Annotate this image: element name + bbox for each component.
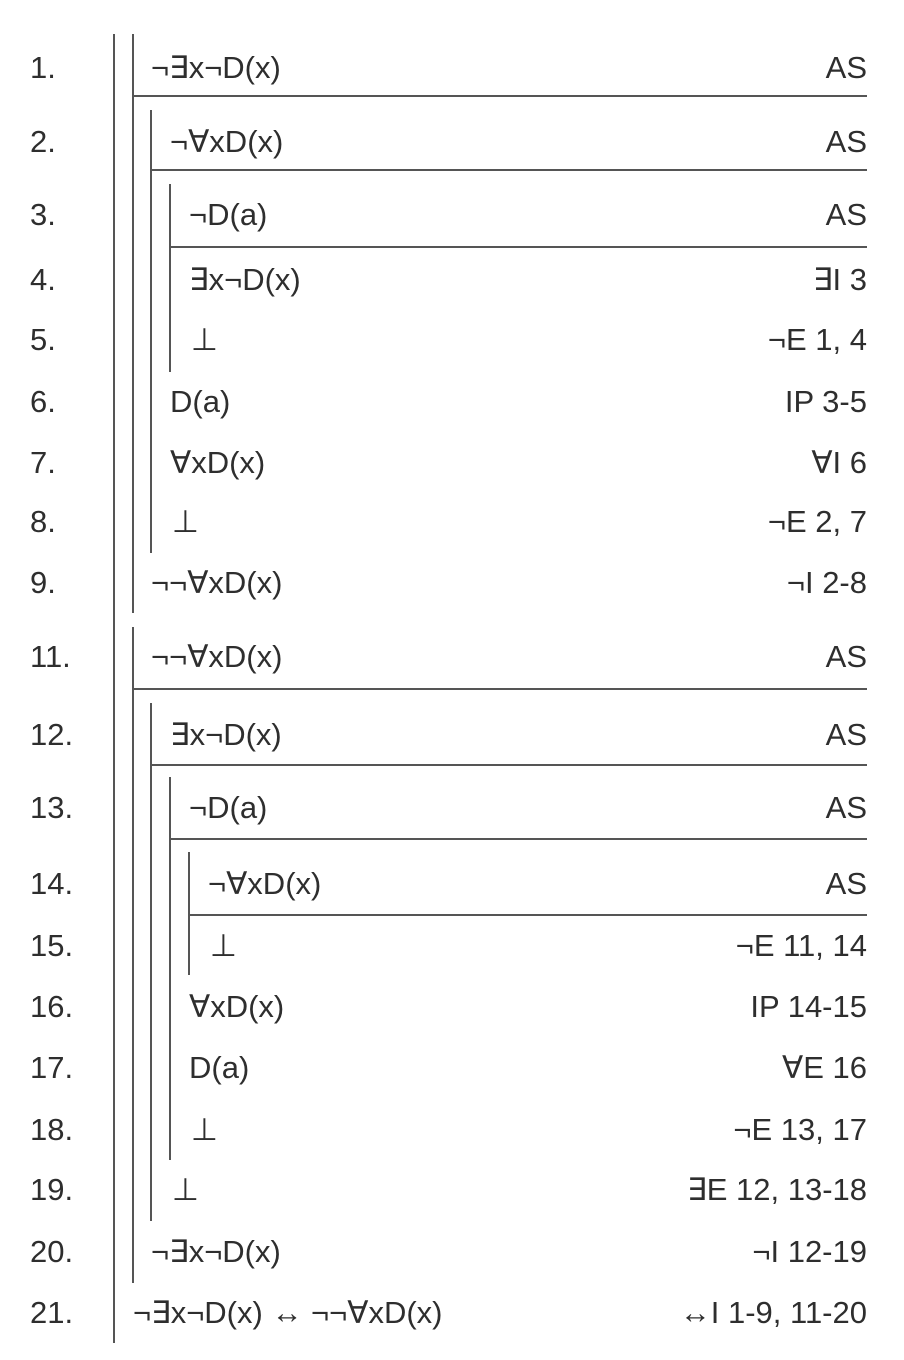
formula: ∀xD(x) [189, 989, 285, 1024]
subproof-bar-2-8 [150, 110, 152, 553]
justification: ¬I 12-19 [752, 1234, 867, 1269]
line-number: 11. [30, 639, 71, 674]
line-number: 13. [30, 790, 74, 825]
line-number: 9. [30, 565, 56, 600]
assumption-rule-12 [151, 764, 867, 766]
justification: IP 3-5 [784, 384, 867, 419]
line-number: 1. [30, 50, 56, 85]
formula: ¬¬∀xD(x) [151, 565, 283, 600]
subproof-bar-13-18 [169, 777, 171, 1160]
formula: ¬¬∀xD(x) [151, 639, 283, 674]
formula: ⊥ [172, 1172, 200, 1207]
line-number: 15. [30, 928, 74, 963]
line-number: 17. [30, 1050, 74, 1085]
assumption-rule-3 [170, 246, 867, 248]
formula: ¬D(a) [189, 197, 268, 232]
formula: ¬∃x¬D(x) [151, 1234, 281, 1269]
justification: ¬E 2, 7 [767, 504, 867, 539]
justification: AS [825, 790, 867, 825]
line-number: 8. [30, 504, 56, 539]
line-number: 16. [30, 989, 74, 1024]
subproof-bar-1-9 [132, 34, 134, 613]
justification: ∀I 6 [811, 445, 867, 480]
formula: ⊥ [191, 1112, 219, 1147]
formula: ∃x¬D(x) [170, 717, 282, 752]
formula: ∃x¬D(x) [189, 262, 301, 297]
formula: ⊥ [172, 504, 200, 539]
justification: AS [825, 717, 867, 752]
assumption-rule-14 [189, 914, 867, 916]
assumption-rule-11 [133, 688, 867, 690]
justification: AS [825, 866, 867, 901]
assumption-rule-13 [170, 838, 867, 840]
line-number: 12. [30, 717, 74, 752]
subproof-bar-11-20 [132, 627, 134, 1283]
line-number: 19. [30, 1172, 74, 1207]
formula: ⊥ [210, 928, 238, 963]
formula: ¬∀xD(x) [208, 866, 322, 901]
line-number: 4. [30, 262, 56, 297]
formula: D(a) [170, 384, 231, 419]
justification: ¬I 2-8 [786, 565, 867, 600]
assumption-rule-1 [133, 95, 867, 97]
line-number: 6. [30, 384, 56, 419]
justification: AS [825, 197, 867, 232]
formula: ∀xD(x) [170, 445, 266, 480]
assumption-rule-2 [151, 169, 867, 171]
subproof-bar-12-19 [150, 703, 152, 1221]
formula: ⊥ [191, 322, 219, 357]
justification: ∃E 12, 13-18 [687, 1172, 867, 1207]
justification: ¬E 13, 17 [733, 1112, 867, 1147]
line-number: 21. [30, 1295, 74, 1330]
subproof-bar-outer [113, 34, 115, 1343]
justification: AS [825, 50, 867, 85]
formula: D(a) [189, 1050, 250, 1085]
line-number: 14. [30, 866, 74, 901]
formula: ¬∀xD(x) [170, 124, 284, 159]
subproof-bar-3-5 [169, 184, 171, 372]
formula: ¬∃x¬D(x) [151, 50, 281, 85]
line-number: 20. [30, 1234, 74, 1269]
line-number: 3. [30, 197, 56, 232]
line-number: 2. [30, 124, 56, 159]
line-number: 7. [30, 445, 56, 480]
formula: ¬∃x¬D(x) ↔ ¬¬∀xD(x) [133, 1295, 443, 1330]
justification: ∀E 16 [782, 1050, 867, 1085]
justification: ↔I 1-9, 11-20 [679, 1295, 867, 1330]
line-number: 5. [30, 322, 56, 357]
justification: AS [825, 124, 867, 159]
line-number: 18. [30, 1112, 74, 1147]
formula: ¬D(a) [189, 790, 268, 825]
justification: ¬E 1, 4 [767, 322, 867, 357]
justification: AS [825, 639, 867, 674]
justification: ∃I 3 [812, 262, 867, 297]
justification: ¬E 11, 14 [735, 928, 867, 963]
justification: IP 14-15 [750, 989, 867, 1024]
